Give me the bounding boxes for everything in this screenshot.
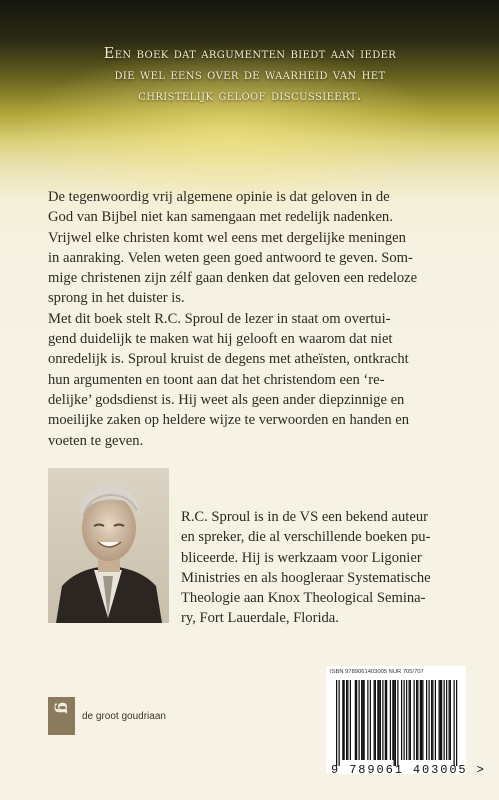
- blurb-line: mige christenen zijn zélf gaan denken dat geloven een redeloze: [48, 270, 418, 287]
- barcode-bar: [339, 680, 340, 766]
- barcode-bar: [392, 680, 393, 760]
- barcode-bar: [439, 680, 440, 760]
- barcode: [326, 666, 466, 774]
- barcode-bar: [347, 680, 348, 760]
- barcode-bar: [356, 680, 357, 760]
- blurb-line: moeilijke zaken op heldere wijze te verwoorden en handen en: [48, 412, 410, 429]
- barcode-bar: [379, 680, 380, 760]
- barcode-bar: [397, 680, 398, 766]
- barcode-bar: [336, 680, 337, 766]
- barcode-bar: [444, 680, 445, 760]
- blurb-line: sprong in het duister is.: [48, 290, 185, 307]
- bio-line: Theologie aan Knox Theological Semina-: [181, 590, 426, 607]
- barcode-bar: [426, 680, 427, 760]
- tagline-line: Een boek dat argumenten biedt aan ieder: [103, 46, 397, 62]
- barcode-bar: [456, 680, 457, 766]
- barcode-bar: [346, 680, 347, 760]
- barcode-bar: [380, 680, 381, 760]
- blurb-line: gend duidelijk te maken wat hij gelooft en waarom dat niet: [48, 331, 393, 348]
- barcode-bar: [362, 680, 363, 760]
- barcode-bar: [359, 680, 360, 760]
- blurb-line: hun argumenten en toont aan dat het christendom een ‘re-: [48, 371, 385, 388]
- barcode-bar: [420, 680, 421, 760]
- barcode-bar: [454, 680, 455, 766]
- bio-line: ry, Fort Lauerdale, Florida.: [181, 610, 339, 627]
- author-photo: [48, 468, 169, 623]
- bio-line: bliceerde. Hij is werkzaam voor Ligonier: [181, 549, 422, 566]
- barcode-bar: [421, 680, 422, 760]
- blurb-line: God van Bijbel niet kan samengaan met redelijk nadenken.: [48, 209, 393, 226]
- barcode-bar: [432, 680, 433, 760]
- author-portrait-illustration: [48, 468, 169, 623]
- barcode-bar: [342, 680, 343, 760]
- barcode-bar: [441, 680, 442, 760]
- isbn-digits: 9 789061 403005 >: [331, 763, 486, 777]
- barcode-bar: [414, 680, 415, 760]
- bio-line: R.C. Sproul is in de VS een bekend auteur: [181, 509, 428, 525]
- barcode-bar: [394, 680, 395, 766]
- tagline-line: christelijk geloof discussieert.: [138, 88, 362, 104]
- barcode-bar: [435, 680, 436, 760]
- barcode-bar: [350, 680, 351, 760]
- barcode-bar: [361, 680, 362, 760]
- barcode-bar: [375, 680, 376, 760]
- barcode-bar: [404, 680, 405, 760]
- tagline-line: die wel eens over de waarheid van het: [114, 67, 386, 83]
- blurb-line: in aanraking. Velen weten geen goed antwoord te geven. Som-: [48, 249, 413, 266]
- barcode-bar: [406, 680, 407, 760]
- barcode-bar: [367, 680, 368, 760]
- barcode-bar: [355, 680, 356, 760]
- blurb-line: De tegenwoordig vrij algemene opinie is dat geloven in de: [48, 189, 390, 205]
- barcode-bar: [410, 680, 411, 760]
- barcode-bar: [422, 680, 423, 760]
- blurb-paragraph-2: [48, 309, 466, 451]
- tagline: [38, 44, 462, 107]
- barcode-bar: [385, 680, 386, 760]
- barcode-bar: [386, 680, 387, 760]
- barcode-bar: [382, 680, 383, 760]
- blurb-line: Met dit boek stelt R.C. Sproul de lezer in staat om overtui-: [48, 310, 391, 327]
- barcode-bar: [440, 680, 441, 760]
- blurb-line: voeten te geven.: [48, 432, 144, 449]
- barcode-bar: [416, 680, 417, 760]
- bio-line: Ministries en als hoogleraar Systematische: [181, 569, 431, 586]
- barcode-bar: [429, 680, 430, 760]
- barcode-bar: [409, 680, 410, 760]
- publisher-logo: [48, 697, 75, 735]
- barcode-bar: [377, 680, 378, 760]
- barcode-bar: [431, 680, 432, 760]
- blurb-line: Vrijwel elke christen komt wel eens met dergelijke meningen: [48, 229, 406, 246]
- barcode-bars: [326, 666, 466, 774]
- author-bio: [181, 507, 471, 629]
- barcode-bar: [370, 680, 371, 760]
- barcode-bar: [446, 680, 447, 760]
- barcode-bar: [449, 680, 450, 760]
- bio-line: en spreker, die al verschillende boeken pu-: [181, 529, 431, 546]
- publisher-logo-glyph: g: [53, 702, 73, 714]
- isbn-caption: ISBN 9789061403005 NUR 705/707: [330, 669, 424, 675]
- barcode-bar: [395, 680, 396, 766]
- blurb-paragraph-1: [48, 187, 466, 309]
- blurb-line: delijke’ godsdienst is. Hij weet als geen ander diepzinnige en: [48, 391, 405, 408]
- barcode-bar: [344, 680, 345, 760]
- blurb: [48, 187, 466, 451]
- barcode-bar: [450, 680, 451, 760]
- barcode-bar: [417, 680, 418, 760]
- blurb-line: onredelijk is. Sproul kruist de degens met atheïsten, ontkracht: [48, 351, 409, 368]
- barcode-bar: [374, 680, 375, 760]
- barcode-bar: [390, 680, 391, 760]
- barcode-bar: [364, 680, 365, 760]
- barcode-bar: [401, 680, 402, 760]
- publisher-name: de groot goudriaan: [82, 711, 166, 722]
